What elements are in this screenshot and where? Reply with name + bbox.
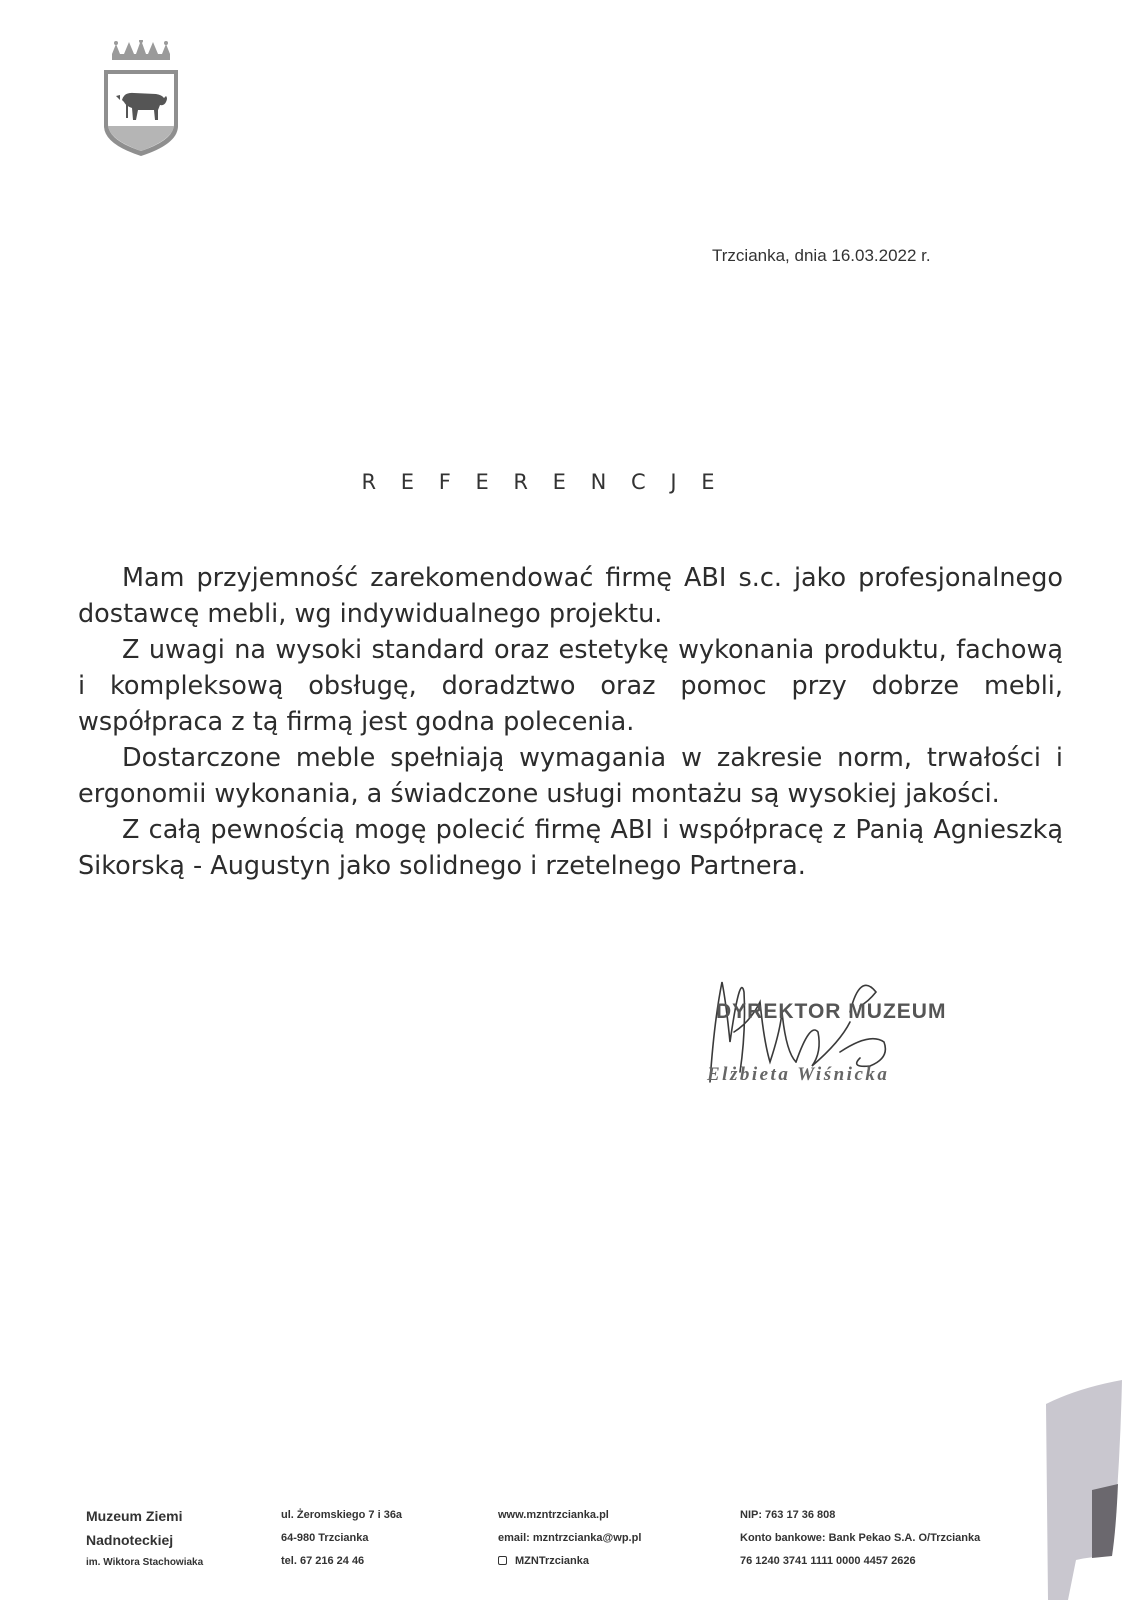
footer-address: [281, 1504, 402, 1573]
address-line1: ul. Żeromskiego 7 i 36a: [281, 1509, 403, 1521]
signature-title: DYREKTOR MUZEUM: [716, 1000, 947, 1023]
footer-contact: [498, 1504, 641, 1573]
footer-bank: [740, 1504, 980, 1573]
org-name-line1: Muzeum Ziemi: [86, 1508, 183, 1524]
paragraph: Dostarczone meble spełniają wymagania w zakresie norm, trwałości i ergonomii wykonania, a świadczone usługi montażu są wysokiej jakości.: [78, 743, 1063, 809]
bank-name: Konto bankowe: Bank Pekao S.A. O/Trzcianka: [740, 1532, 981, 1544]
nip: NIP: 763 17 36 808: [740, 1509, 836, 1521]
document-date: Trzcianka, dnia 16.03.2022 r.: [712, 246, 931, 265]
facebook-label: MZNTrzcianka: [515, 1555, 589, 1567]
bank-account: 76 1240 3741 1111 0000 4457 2626: [740, 1555, 916, 1567]
facebook-link[interactable]: [498, 1550, 641, 1573]
signature-name: Elżbieta Wiśnicka: [707, 1064, 890, 1085]
crest-icon: [102, 40, 180, 160]
facebook-icon: [498, 1556, 507, 1565]
paragraph: Z uwagi na wysoki standard oraz estetykę wykonania produktu, fachową i kompleksową obsługę, doradztwo oraz pomoc przy dobrze mebli, współpraca z tą firmą jest godna polecenia.: [78, 635, 1063, 737]
phone: tel. 67 216 24 46: [281, 1555, 365, 1567]
website-link[interactable]: www.mzntrzcianka.pl: [498, 1509, 609, 1521]
email-link[interactable]: email: mzntrzcianka@wp.pl: [498, 1532, 642, 1544]
address-line2: 64-980 Trzcianka: [281, 1532, 369, 1544]
letter-body: [78, 560, 1063, 884]
footer-organization: [86, 1504, 203, 1574]
document-title: R E F E R E N C J E: [361, 470, 724, 494]
org-name-line2: Nadnoteckiej: [86, 1532, 174, 1548]
org-subtitle: im. Wiktora Stachowiaka: [86, 1557, 204, 1568]
corner-decoration: [1038, 1380, 1142, 1600]
paragraph: Mam przyjemność zarekomendować firmę ABI s.c. jako profesjonalnego dostawcę mebli, wg indywidualnego projektu.: [78, 563, 1063, 629]
paragraph: Z całą pewnością mogę polecić firmę ABI i współpracę z Panią Agnieszką Sikorską - Augustyn jako solidnego i rzetelnego Partnera.: [78, 815, 1063, 881]
